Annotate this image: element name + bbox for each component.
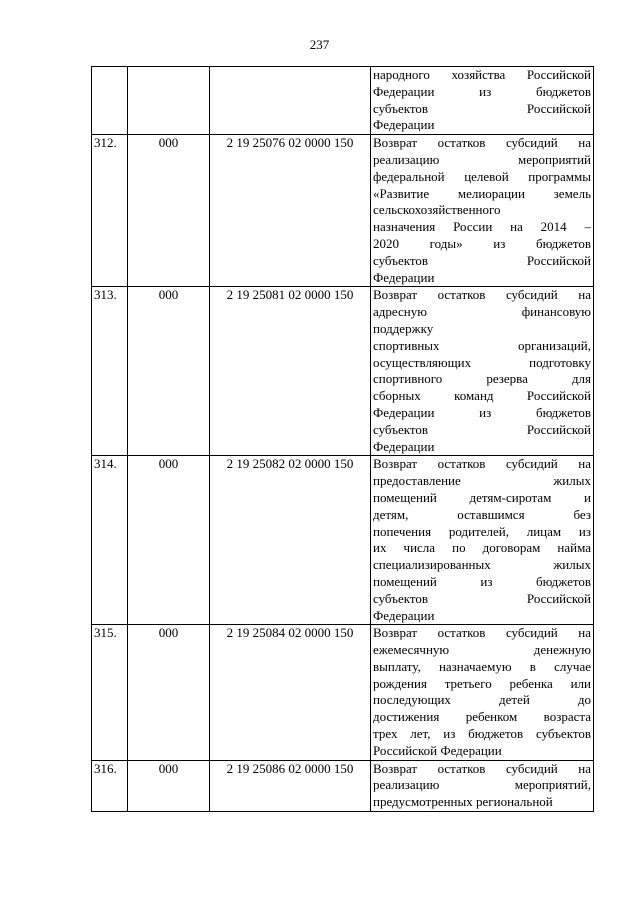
income-name-line: реализацию мероприятий, [373, 777, 591, 793]
income-name-line: субъектов Российской [373, 590, 591, 606]
income-name-line: сельскохозяйственного [373, 202, 501, 218]
income-name-line: Возврат остатков субсидий на [373, 287, 591, 303]
administrator-code-cell: 000 [128, 456, 210, 625]
income-name-line: достижения ребенком возраста [373, 709, 591, 725]
income-name-line: народного хозяйства Российской [373, 67, 591, 82]
income-name-line: федеральной целевой программы [373, 168, 591, 184]
income-name-line: трех лет, из бюджетов субъектов [373, 726, 591, 742]
income-name-line: субъектов Российской [373, 421, 591, 437]
income-name-line: Возврат остатков субсидий на [373, 456, 591, 472]
income-name-cell [371, 625, 594, 760]
income-name-line: поддержку [373, 320, 434, 336]
income-name-line: Федерации из бюджетов [373, 404, 591, 420]
table-row [92, 287, 594, 456]
budget-code-cell: 2 19 25076 02 0000 150 [210, 135, 371, 287]
income-name-line: Федерации [373, 117, 435, 133]
income-name-line: предоставление жилых [373, 473, 591, 489]
income-name-line: помещений из бюджетов [373, 573, 591, 589]
income-name-line: Федерации из бюджетов [373, 83, 591, 99]
administrator-code-cell: 000 [128, 287, 210, 456]
income-name-line: 2020 годы» из бюджетов [373, 235, 591, 251]
income-name-line: осуществляющих подготовку [373, 354, 591, 370]
income-name-cell [371, 287, 594, 456]
income-name-line: адресную финансовую [373, 304, 591, 320]
income-name-line: Российской Федерации [373, 742, 502, 758]
income-name-line: рождения третьего ребенка или [373, 675, 591, 691]
table-row [92, 67, 594, 135]
income-name-cell [371, 760, 594, 811]
income-name-line: Федерации [373, 269, 435, 285]
budget-code-cell [210, 67, 371, 135]
page-number: 237 [309, 37, 330, 52]
row-number-cell: 313. [92, 287, 128, 456]
income-name-cell [371, 67, 594, 135]
income-name-line: субъектов Российской [373, 252, 591, 268]
row-number-cell [92, 67, 128, 135]
administrator-code-cell: 000 [128, 760, 210, 811]
income-name-line: последующих детей до [373, 692, 591, 708]
table-row [92, 760, 594, 811]
income-name-line: реализацию мероприятий [373, 151, 591, 167]
income-name-line: детям, оставшимся без [373, 506, 591, 522]
income-name-line: попечения родителей, лицам из [373, 523, 591, 539]
row-number-cell: 314. [92, 456, 128, 625]
administrator-code-cell [128, 67, 210, 135]
income-name-line: Федерации [373, 607, 435, 623]
income-name-line: их числа по договорам найма [373, 540, 591, 556]
budget-code-cell: 2 19 25081 02 0000 150 [210, 287, 371, 456]
income-name-line: Федерации [373, 438, 435, 454]
income-name-line: Возврат остатков субсидий на [373, 625, 591, 641]
administrator-code-cell: 000 [128, 135, 210, 287]
income-name-line: субъектов Российской [373, 100, 591, 116]
row-number-cell: 316. [92, 760, 128, 811]
income-name-line: ежемесячную денежную [373, 642, 591, 658]
administrator-code-cell: 000 [128, 625, 210, 760]
table-row [92, 135, 594, 287]
budget-code-cell: 2 19 25082 02 0000 150 [210, 456, 371, 625]
income-name-line: Возврат остатков субсидий на [373, 760, 591, 776]
row-number-cell: 312. [92, 135, 128, 287]
table-row [92, 625, 594, 760]
income-name-line: спортивного резерва для [373, 371, 591, 387]
income-name-line: сборных команд Российской [373, 388, 591, 404]
income-name-line: специализированных жилых [373, 557, 591, 573]
income-name-cell [371, 456, 594, 625]
income-name-line: помещений детям-сиротам и [373, 489, 591, 505]
income-name-line: назначения России на 2014 – [373, 219, 591, 235]
income-name-cell [371, 135, 594, 287]
income-name-line: Возврат остатков субсидий на [373, 135, 591, 151]
table-row [92, 456, 594, 625]
income-name-line: «Развитие мелиорации земель [373, 185, 591, 201]
budget-code-cell: 2 19 25086 02 0000 150 [210, 760, 371, 811]
income-name-line: выплату, назначаемую в случае [373, 658, 591, 674]
income-name-line: предусмотренных региональной [373, 794, 553, 810]
table-body [92, 67, 594, 812]
row-number-cell: 315. [92, 625, 128, 760]
budget-code-cell: 2 19 25084 02 0000 150 [210, 625, 371, 760]
budget-classification-table [91, 66, 594, 812]
income-name-line: спортивных организаций, [373, 337, 591, 353]
